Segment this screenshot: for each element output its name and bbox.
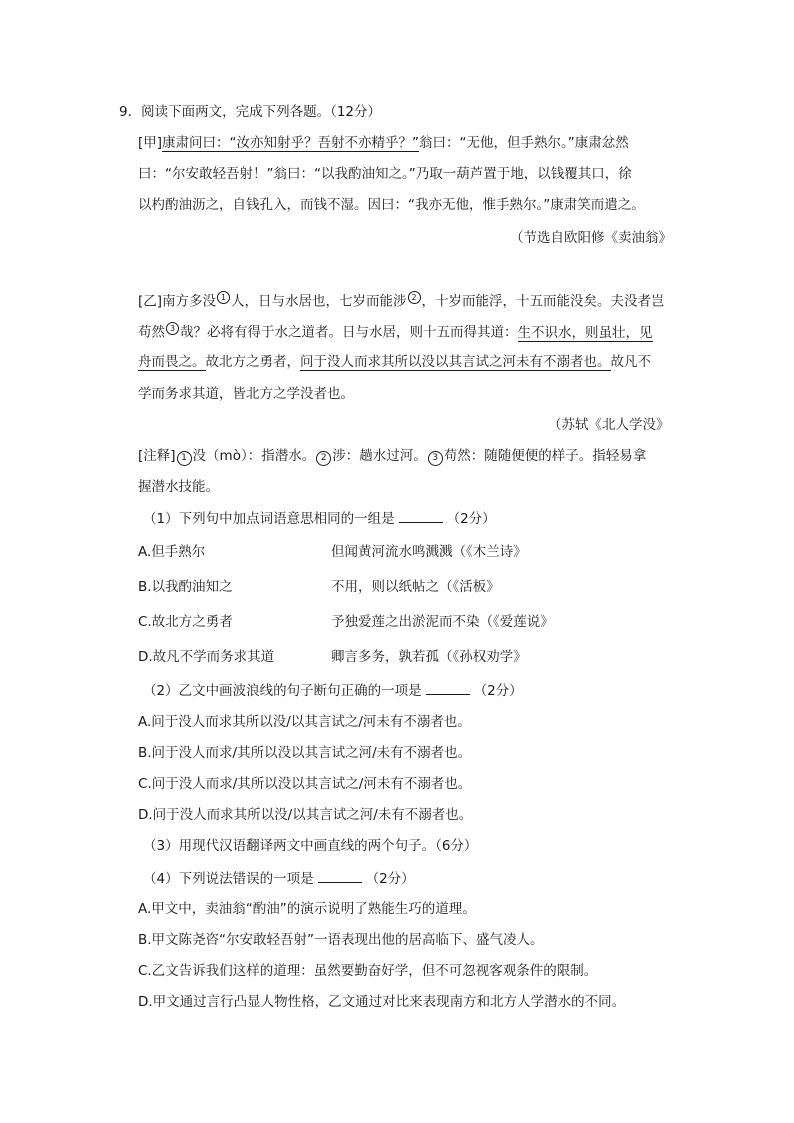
sub-question-1-score: （2分）	[446, 511, 496, 527]
answer-blank-1[interactable]	[399, 509, 443, 523]
option-1c-left: C.故北方之勇者	[138, 614, 233, 630]
note-marker-2: 2	[316, 451, 331, 466]
note-marker-3: 3	[428, 451, 443, 466]
option-4c[interactable]: C.乙文告诉我们这样的道理：虽然要勤奋好学，但不可忽视客观条件的限制。	[138, 963, 598, 979]
sub-question-4-stem: （4）下列说法错误的一项是	[143, 871, 314, 887]
option-4d[interactable]: D.甲文通过言行凸显人物性格，乙文通过对比来表现南方和北方人学潜水的不同。	[138, 994, 626, 1010]
yi-underlined-sentence-part-2: 舟而畏之。	[138, 354, 206, 370]
notes-line-1	[138, 447, 646, 466]
footnote-marker-2: 2	[408, 291, 421, 304]
option-1a[interactable]	[138, 543, 205, 561]
option-4b[interactable]: B.甲文陈尧咨“尔安敢轻吾射”一语表现出他的居高临下、盛气凌人。	[138, 932, 544, 948]
sub-question-4	[143, 869, 415, 888]
option-1d[interactable]	[138, 648, 274, 666]
yi-line-1-b: 人，日与水居也，七岁而能涉	[231, 293, 407, 310]
yi-wavy-sentence: 问于没人而求其所以没以其言试之河未有不溺者也。	[300, 354, 611, 370]
jia-line-3: 以杓酌油沥之，自钱孔入，而钱不湿。因曰：“我亦无他，惟手熟尔。”康肃笑而遣之。	[138, 197, 645, 213]
option-1c-right: 予独爱莲之出淤泥而不染（《爱莲说》	[331, 614, 554, 630]
option-2d[interactable]: D.问于没人而求其所以没/以其言试之河/未有不溺者也。	[138, 807, 473, 823]
option-4a[interactable]: A.甲文中，卖油翁“酌油”的演示说明了熟能生巧的道理。	[138, 901, 476, 917]
yi-line-2-a: 苟然	[138, 324, 165, 341]
option-1a-right: 但闻黄河流水鸣溅溅（《木兰诗》	[331, 544, 527, 560]
jia-underlined-sentence: 康肃问曰：“汝亦知射乎？吾射不亦精乎？”	[162, 135, 420, 151]
option-2a[interactable]: A.问于没人而求其所以没/以其言试之/河未有不溺者也。	[138, 714, 471, 730]
sub-question-2-stem: （2）乙文中画波浪线的句子断句正确的一项是	[143, 683, 422, 699]
option-2c[interactable]: C.问于没人而求/其所以没以其言试之/河未有不溺者也。	[138, 776, 472, 792]
note-2: 涉：趟水过河。	[332, 448, 427, 464]
option-1d-left: D.故凡不学而务求其道	[138, 649, 275, 665]
footnote-marker-3: 3	[166, 322, 179, 335]
option-1b[interactable]	[138, 578, 233, 596]
sub-question-3: （3）用现代汉语翻译两文中画直线的两个句子。（6分）	[143, 838, 478, 854]
answer-blank-4[interactable]	[318, 869, 362, 883]
yi-line-3-b: 故凡不	[610, 354, 651, 370]
notes-label: [注释]	[138, 448, 176, 464]
note-3: 苟然：随随便便的样子。指轻易拿	[443, 448, 647, 464]
answer-blank-2[interactable]	[426, 681, 470, 695]
yi-line-3	[138, 353, 651, 371]
option-2b[interactable]: B.问于没人而求/其所以没以其言试之河/未有不溺者也。	[138, 745, 472, 761]
option-1b-left: B.以我酌油知之	[138, 579, 233, 595]
sub-question-2-score: （2分）	[473, 683, 523, 699]
yi-line-1	[138, 291, 665, 311]
option-1d-right: 卿言多务，孰若孤（《孙权劝学》	[331, 649, 527, 665]
sub-question-4-score: （2分）	[365, 871, 415, 887]
option-1a-left: A.但手熟尔	[138, 544, 206, 560]
notes-line-2: 握潜水技能。	[138, 479, 219, 495]
jia-label: [甲]	[138, 135, 163, 151]
yi-line-3-a: 故北方之勇者，	[205, 354, 300, 370]
yi-line-2-b: 哉？必将有得于水之道者。日与水居，则十五而得其道：	[180, 324, 518, 341]
option-1b-right: 不用，则以纸帖之（《活板》	[331, 579, 500, 595]
jia-line-2: 曰：“尔安敢轻吾射！”翁曰：“以我酌油知之。”乃取一葫芦置于地，以钱覆其口，徐	[138, 166, 632, 182]
question-header: 9．阅读下面两文，完成下列各题。（12分）	[119, 104, 382, 120]
sub-question-1-stem: （1）下列句中加点词语意思相同的一组是	[143, 511, 395, 527]
yi-line-4: 学而务求其道，皆北方之学没者也。	[138, 386, 354, 402]
yi-line-1-c: ，十岁而能浮，十五而能没矣。夫没者岂	[421, 293, 665, 310]
jia-line-1-rest: 翁曰：“无他，但手熟尔。”康肃忿然	[419, 135, 629, 151]
sub-question-1	[143, 509, 496, 528]
yi-line-1-a: [乙]南方多没	[138, 293, 217, 310]
sub-question-2	[143, 681, 523, 700]
jia-line-1	[138, 134, 629, 152]
yi-line-2	[138, 322, 653, 342]
yi-source: （苏轼《北人学没》	[548, 417, 670, 433]
note-1: 没（mò）：指潜水。	[192, 448, 316, 464]
option-1c[interactable]	[138, 613, 233, 631]
jia-source: （节选自欧阳修《卖油翁》	[510, 230, 672, 246]
note-marker-1: 1	[177, 451, 192, 466]
yi-underlined-sentence-part-1: 生不识水，则虽壮，见	[517, 324, 653, 341]
footnote-marker-1: 1	[217, 291, 230, 304]
